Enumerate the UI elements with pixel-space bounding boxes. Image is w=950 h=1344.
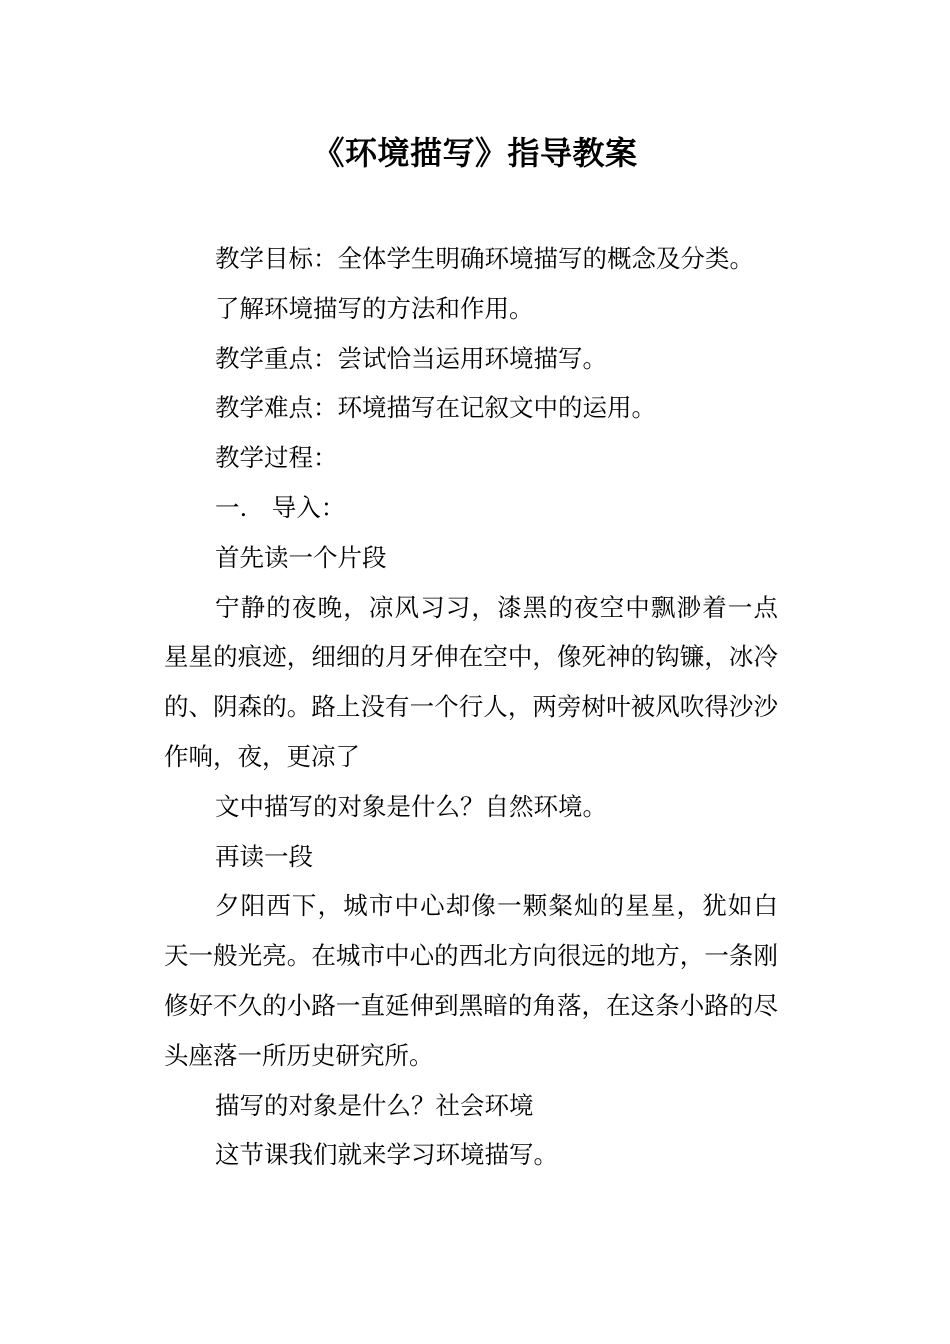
paragraph-teaching-focus: 教学重点：尝试恰当运用环境描写。 bbox=[215, 343, 607, 373]
paragraph-lesson-topic: 这节课我们就来学习环境描写。 bbox=[215, 1140, 558, 1170]
paragraph-teaching-process: 教学过程： bbox=[215, 443, 338, 473]
section-heading-intro: 一. 导入： bbox=[215, 492, 346, 522]
paragraph-social-environment-question: 描写的对象是什么？社会环境 bbox=[215, 1090, 534, 1120]
paragraph-night-excerpt: 宁静的夜晚，凉风习习，漆黑的夜空中飘渺着一点星星的痕迹，细细的月牙伸在空中，像死神的钩镰，冰冷的、阴森的。路上没有一个行人，两旁树叶被风吹得沙沙作响，夜，更凉了 bbox=[164, 592, 778, 771]
document-body bbox=[164, 234, 778, 1180]
paragraph-first-read: 首先读一个片段 bbox=[215, 542, 387, 572]
paragraph-teaching-goal: 教学目标：全体学生明确环境描写的概念及分类。 bbox=[215, 244, 754, 273]
paragraph-city-excerpt: 夕阳西下，城市中心却像一颗粲灿的星星，犹如白天一般光亮。在城市中心的西北方向很远的地方，一条刚修好不久的小路一直延伸到黑暗的角落，在这条小路的尽头座落一所历史研究所。 bbox=[164, 891, 778, 1070]
paragraph-read-again: 再读一段 bbox=[215, 841, 313, 871]
paragraph-natural-environment-question: 文中描写的对象是什么？自然环境。 bbox=[215, 791, 607, 821]
document-title: 《环境描写》指导教案 bbox=[312, 134, 638, 172]
paragraph-teaching-difficulty: 教学难点：环境描写在记叙文中的运用。 bbox=[215, 393, 656, 423]
paragraph-understand-methods: 了解环境描写的方法和作用。 bbox=[215, 293, 534, 323]
